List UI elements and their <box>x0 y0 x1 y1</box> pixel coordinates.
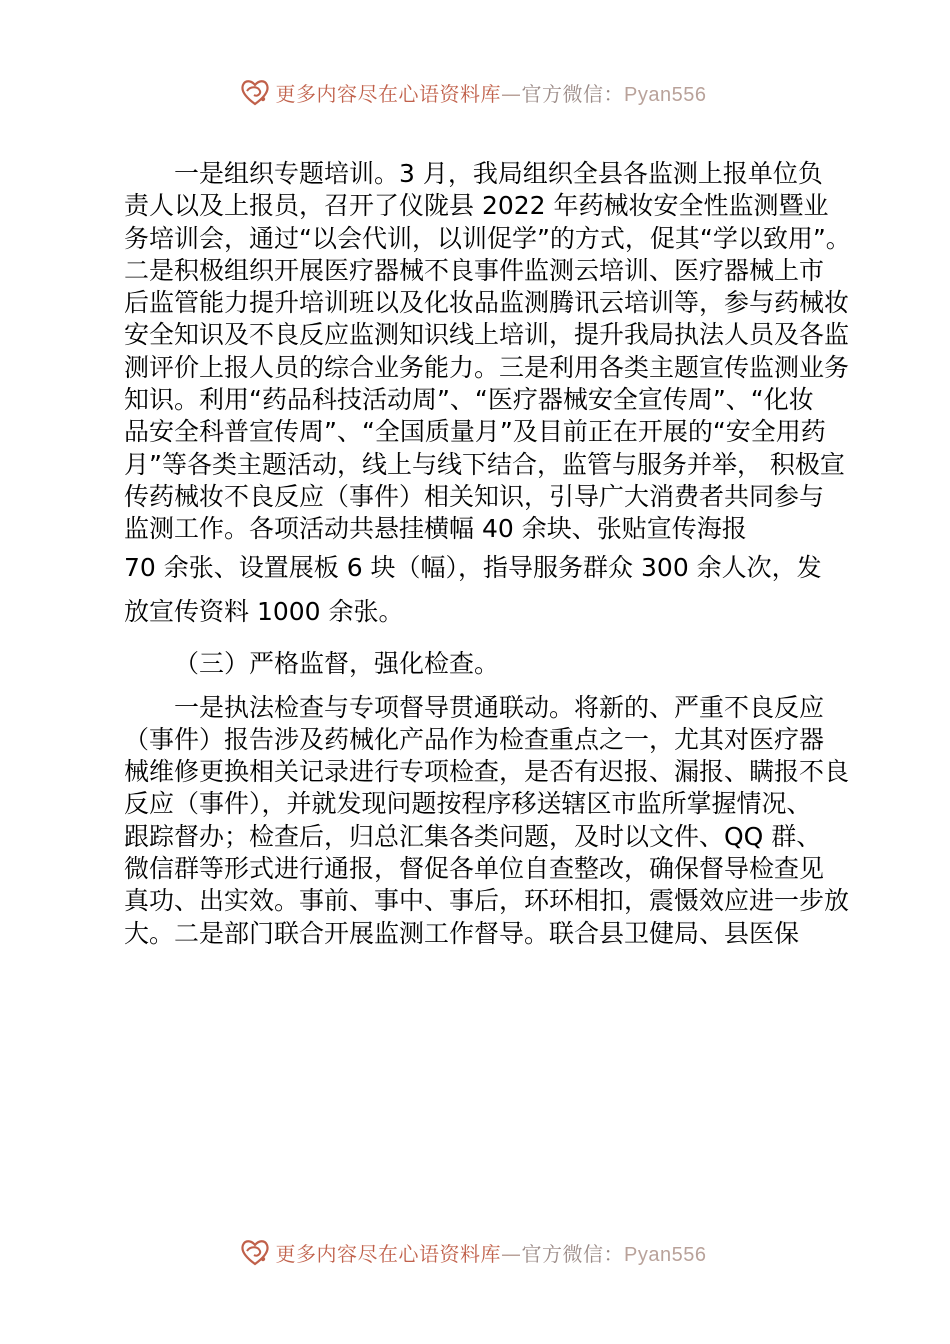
text-line: 一是执法检查与专项督导贯通联动。将新的、严重不良反应 <box>174 692 825 722</box>
watermark-text-sub: 官方微信： <box>521 1241 625 1266</box>
text-line: 知识。利用“药品科技活动周”、“医疗器械安全宣传周”、“化妆 <box>124 385 814 415</box>
text-line: 械维修更换相关记录进行专项检查，是否有迟报、漏报、瞒报不良 <box>124 757 850 787</box>
text-line: 品安全科普宣传周”、“全国质量月”及目前正在开展的“安全用药 <box>124 417 826 447</box>
text-line: 跟踪督办；检查后，归总汇集各类问题，及时以文件、QQ 群、 <box>124 821 822 851</box>
text-line: 真功、出实效。事前、事中、事后，环环相扣，震慑效应进一步放 <box>124 886 850 916</box>
text-line: 监测工作。各项活动共悬挂横幅 40 余块、张贴宣传海报 <box>124 514 747 544</box>
watermark-text <box>276 1238 707 1267</box>
text-line: 二是积极组织开展医疗器械不良事件监测云培训、医疗器械上市 <box>124 255 825 285</box>
watermark-footer <box>0 1232 950 1272</box>
watermark-id: Pyan556 <box>624 1243 707 1266</box>
watermark-dash: — <box>501 81 522 106</box>
watermark-id: Pyan556 <box>624 83 707 106</box>
text-line: 大。二是部门联合开展监测工作督导。联合县卫健局、县医保 <box>124 918 800 948</box>
heart-swirl-logo-icon <box>238 1235 272 1269</box>
document-body <box>124 158 851 950</box>
text-line: 月”等各类主题活动，线上与线下结合，监管与服务并举， 积极宣 <box>124 449 845 479</box>
watermark-header <box>0 72 950 112</box>
text-line: 测评价上报人员的综合业务能力。三是利用各类主题宣传监测业务 <box>124 352 850 382</box>
text-line: 后监管能力提升培训班以及化妆品监测腾讯云培训等，参与药械妆 <box>124 288 850 318</box>
text-line: 安全知识及不良反应监测知识线上培训，提升我局执法人员及各监 <box>124 320 850 350</box>
text-line: 反应（事件），并就发现问题按程序移送辖区市监所掌握情况、 <box>124 789 812 819</box>
paragraph-training <box>124 158 851 634</box>
text-line: 放宣传资料 1000 余张。 <box>124 596 404 626</box>
watermark-group <box>238 1235 707 1269</box>
heart-swirl-logo-icon <box>238 75 272 109</box>
watermark-text-cn: 更多内容尽在心语资料库 <box>275 1241 502 1266</box>
text-line: 微信群等形式进行通报，督促各单位自查整改，确保督导检查见 <box>124 854 825 884</box>
text-line: 一是组织专题培训。3 月，我局组织全县各监测上报单位负 <box>174 159 823 188</box>
watermark-group <box>238 75 707 109</box>
watermark-text-cn: 更多内容尽在心语资料库 <box>275 81 502 106</box>
text-line: 70 余张、设置展板 6 块（幅），指导服务群众 300 余人次，发 <box>124 552 822 582</box>
paragraph-inspection <box>124 692 850 950</box>
watermark-text <box>276 78 707 107</box>
watermark-text-sub: 官方微信： <box>521 81 625 106</box>
watermark-dash: — <box>501 1241 522 1266</box>
text-line: （事件）报告涉及药械化产品作为检查重点之一，尤其对医疗器 <box>124 724 825 754</box>
text-line: 责人以及上报员，召开了仪陇县 2022 年药械妆安全性监测暨业 <box>124 191 829 221</box>
text-line: 务培训会，通过“以会代训，以训促学”的方式，促其“学以致用”。 <box>124 223 851 253</box>
text-line: 传药械妆不良反应（事件）相关知识，引导广大消费者共同参与 <box>124 481 825 511</box>
section-heading: （三）严格监督，强化检查。 <box>174 648 500 678</box>
